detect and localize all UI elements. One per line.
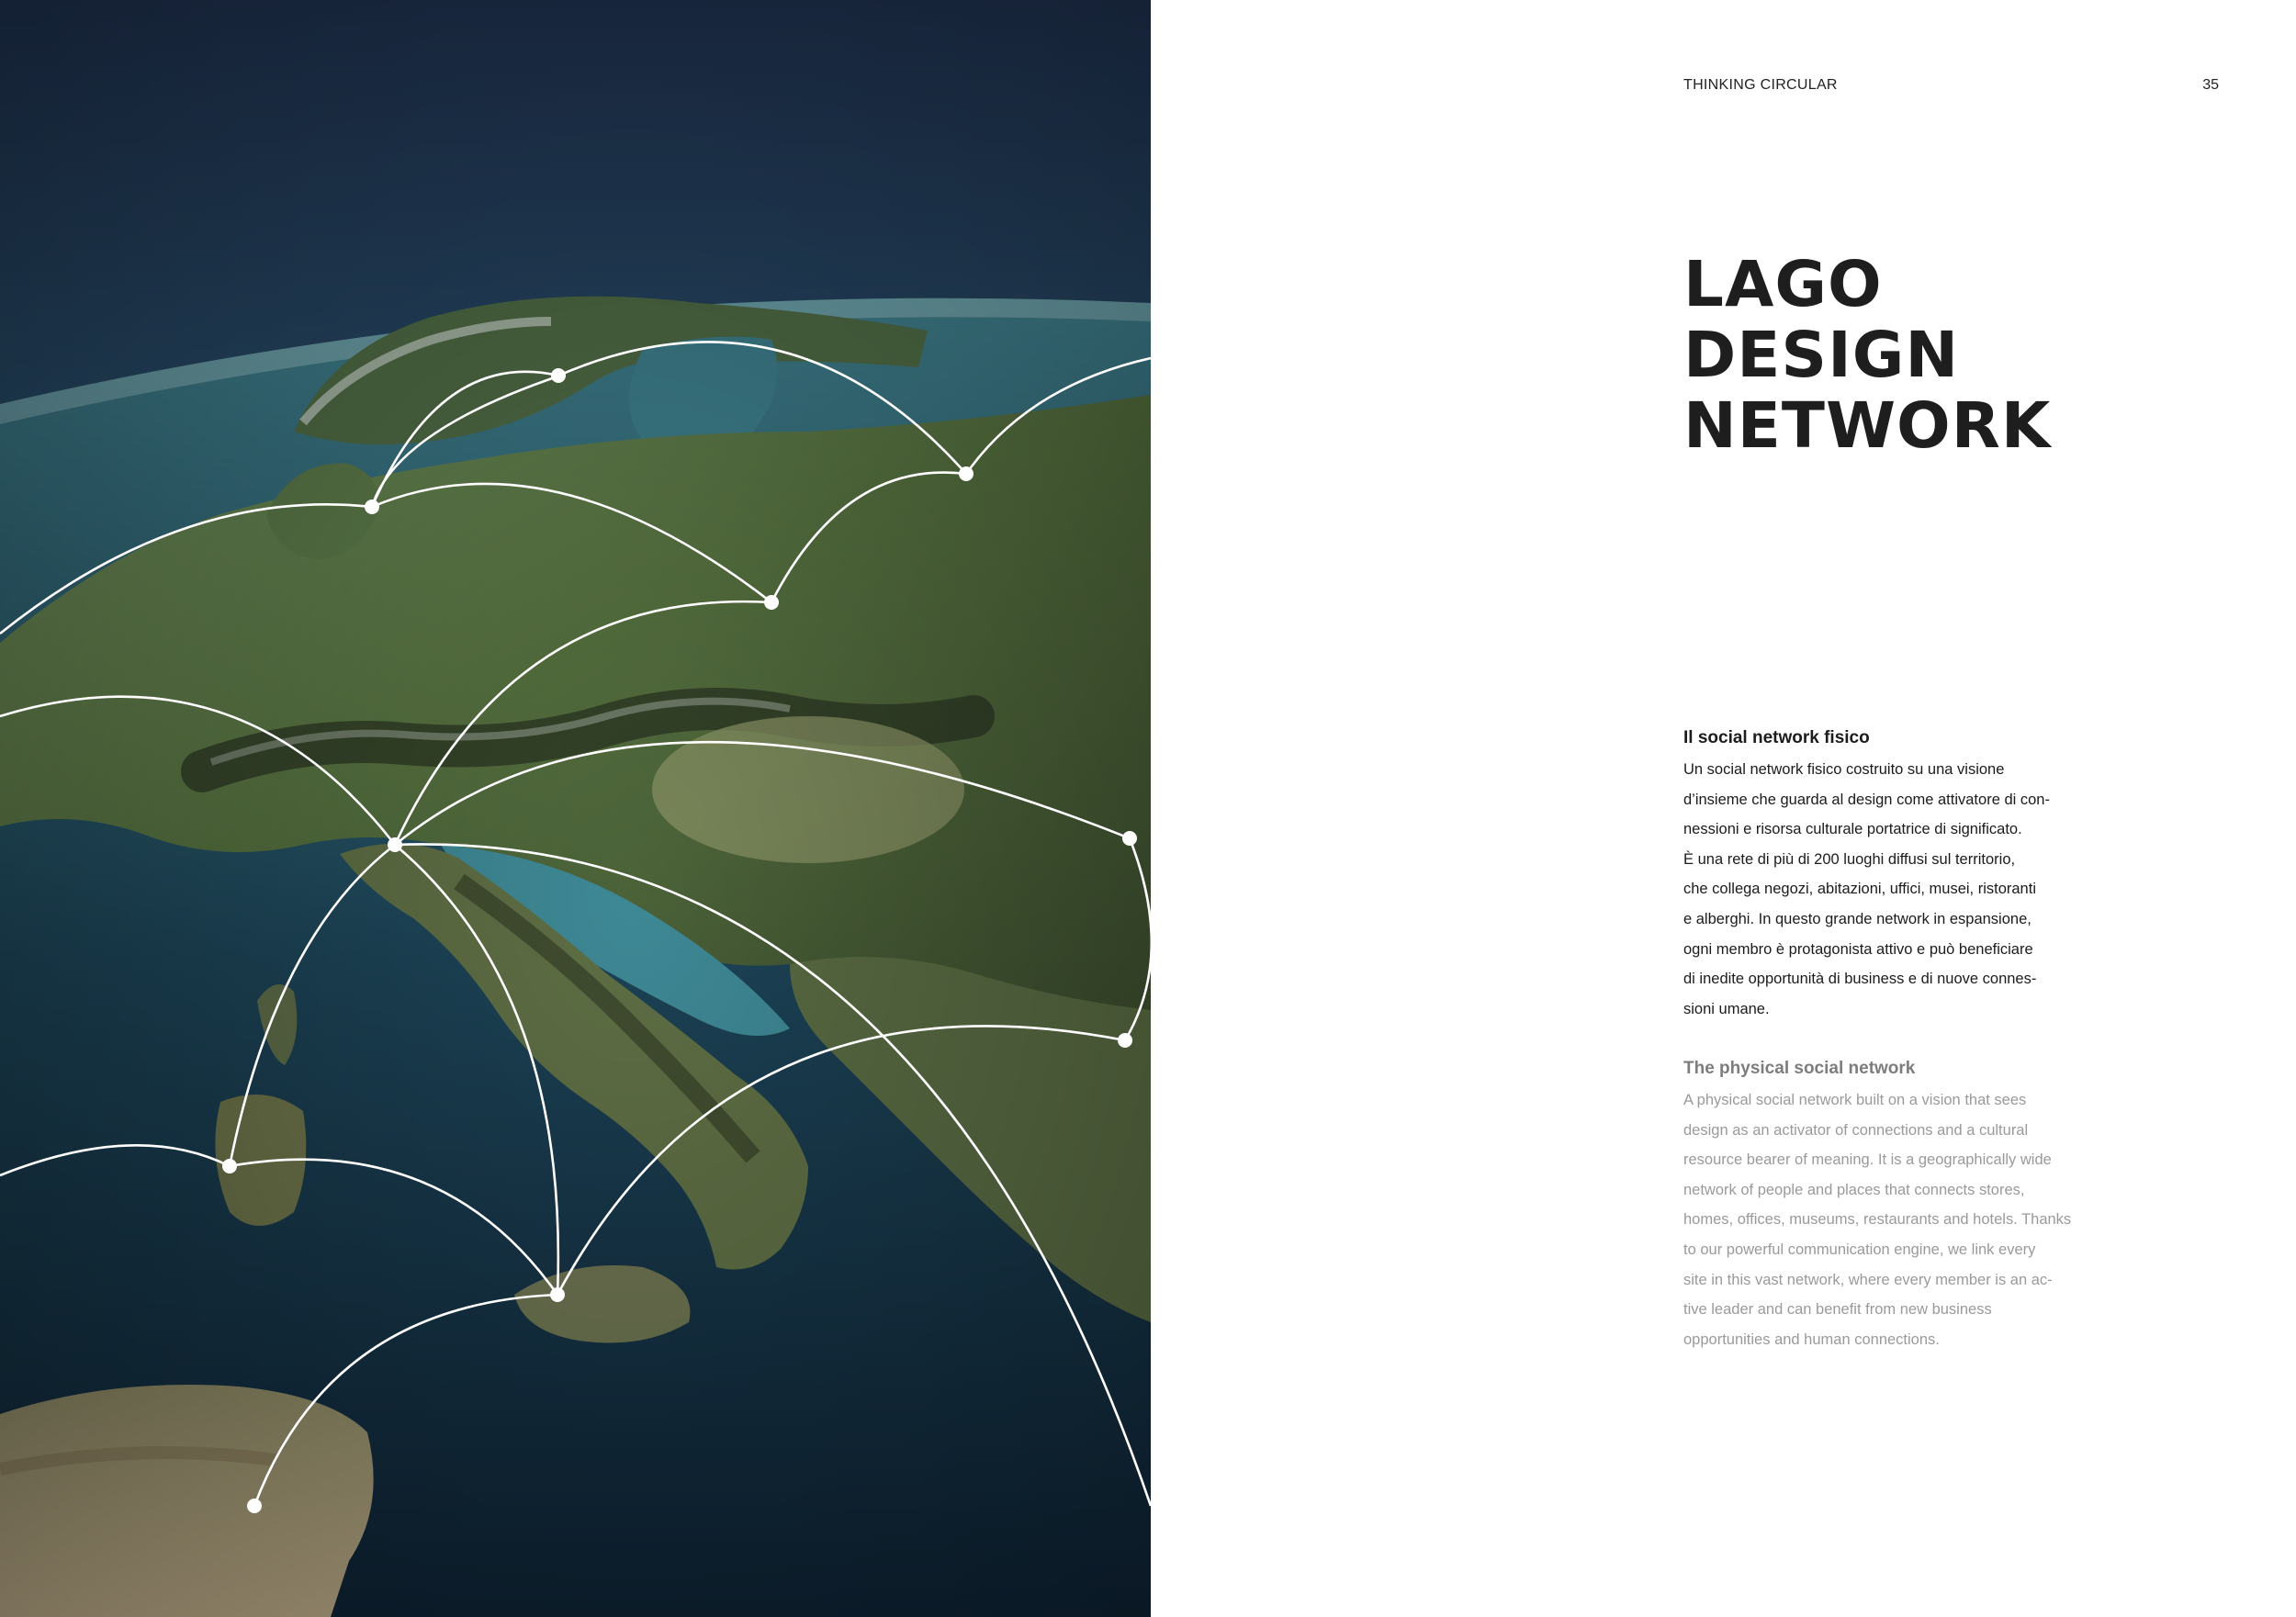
body-line: homes, offices, museums, restaurants and hotels. Thanks: [1683, 1211, 2072, 1229]
english-heading: The physical social network: [1683, 1059, 1916, 1078]
body-line: sioni umane.: [1683, 1000, 1770, 1017]
body-line: di inedite opportunità di business e di nuove connes-: [1683, 971, 2037, 988]
page-number: 35: [2202, 77, 2219, 93]
body-line: È una rete di più di 200 luoghi diffusi sul territorio,: [1683, 850, 2016, 868]
body-line: opportunities and human connections.: [1683, 1331, 1940, 1348]
title-line: DESIGN: [1683, 319, 1960, 392]
body-line: nessioni e risorsa culturale portatrice di significato.: [1683, 821, 2022, 838]
page-title: [1683, 250, 2051, 462]
body-line: e alberghi. In questo grande network in espansione,: [1683, 910, 2032, 927]
italian-section: [1683, 725, 2088, 1024]
title-line: NETWORK: [1683, 389, 2052, 463]
english-body: [1683, 1085, 2088, 1354]
title-line: LAGO: [1683, 248, 1883, 321]
body-line: che collega negozi, abitazioni, uffici, musei, ristoranti: [1683, 881, 2036, 898]
body-line: d’insieme che guarda al design come attivatore di con-: [1683, 791, 2050, 808]
running-head: THINKING CIRCULAR: [1683, 77, 1838, 93]
english-section: [1683, 1056, 2088, 1354]
text-page: [1151, 0, 2296, 1617]
body-line: tive leader and can benefit from new business: [1683, 1301, 1992, 1319]
italian-heading: Il social network fisico: [1683, 728, 1870, 747]
body-line: resource bearer of meaning. It is a geographically wide: [1683, 1151, 2052, 1169]
body-line: network of people and places that connects stores,: [1683, 1181, 2025, 1198]
body-line: site in this vast network, where every member is an ac-: [1683, 1271, 2053, 1288]
body-line: Un social network fisico costruito su una visione: [1683, 761, 2005, 778]
body-line: to our powerful communication engine, we link every: [1683, 1241, 2036, 1258]
body-line: ogni membro è protagonista attivo e può beneficiare: [1683, 940, 2033, 958]
italian-body: [1683, 755, 2088, 1024]
body-line: A physical social network built on a vision that sees: [1683, 1092, 2027, 1108]
body-line: design as an activator of connections and a cultural: [1683, 1121, 2029, 1139]
